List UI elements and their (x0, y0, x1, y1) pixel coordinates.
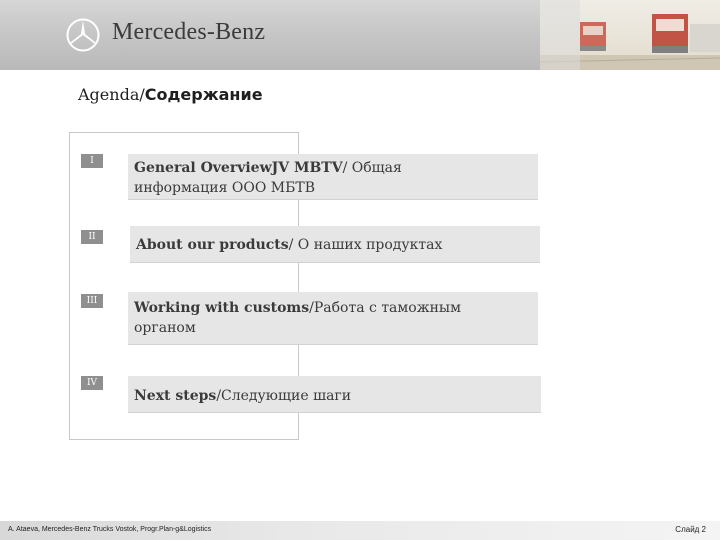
agenda-item-subtitle-line2: органом (134, 320, 196, 336)
mercedes-star-icon (66, 18, 100, 52)
agenda-item-title: General OverviewJV MBTV (134, 160, 343, 176)
agenda-item-title: About our products (136, 237, 289, 253)
header-band (0, 0, 720, 70)
agenda-item-title: Working with customs (134, 300, 310, 316)
slide-number: Слайд 2 (675, 525, 706, 534)
title-en: Agenda (78, 85, 140, 104)
agenda-item-subtitle: /Работа с таможным (309, 300, 461, 316)
agenda-item-next-steps[interactable] (128, 376, 541, 413)
trucks-photo (540, 0, 720, 70)
agenda-item-subtitle: / О наших продуктах (288, 237, 443, 253)
agenda-item-subtitle: /Следующие шаги (216, 388, 352, 404)
agenda-item-overview[interactable] (128, 154, 538, 200)
agenda-number-badge: I (81, 154, 103, 168)
brand-name: Mercedes-Benz (112, 19, 266, 45)
agenda-item-subtitle: / Общая (342, 160, 402, 176)
agenda-number-badge: III (81, 294, 103, 308)
footer-author: A. Ataeva, Mercedes-Benz Trucks Vostok, Progr.Plan-g&Logistics (8, 526, 212, 533)
agenda-item-subtitle-line2: информация ООО МБТВ (134, 180, 315, 196)
agenda-number-badge: II (81, 230, 103, 244)
agenda-item-products[interactable] (130, 226, 540, 263)
footer-bar (0, 521, 720, 540)
title-separator: / (139, 85, 145, 104)
title-ru: Содержание (144, 85, 263, 104)
page-title (78, 85, 263, 104)
agenda-item-customs[interactable] (128, 292, 538, 345)
agenda-item-title: Next steps (134, 388, 217, 404)
agenda-number-badge: IV (81, 376, 103, 390)
